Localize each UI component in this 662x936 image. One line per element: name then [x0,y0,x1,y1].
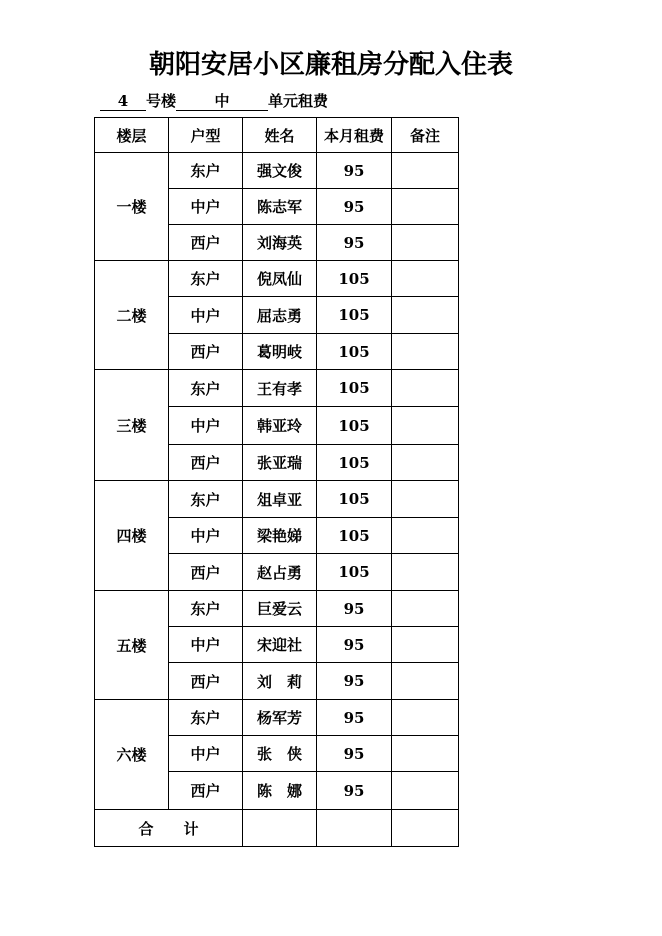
tenant-name-cell: 张 侠 [243,736,317,772]
rent-cell: 105 [317,554,392,591]
floor-cell: 二楼 [95,261,169,370]
table-row [95,700,459,736]
type-cell: 东户 [169,700,243,736]
type-cell: 西户 [169,334,243,370]
tenant-name-cell: 韩亚玲 [243,407,317,445]
rent-cell: 105 [317,518,392,554]
note-cell [392,518,459,554]
note-cell [392,772,459,810]
type-cell: 东户 [169,153,243,189]
note-cell [392,370,459,407]
building-number: 4 [100,93,146,111]
note-cell [392,407,459,445]
rent-cell: 95 [317,189,392,225]
tenant-name-cell: 俎卓亚 [243,481,317,518]
table-row [95,591,459,627]
tenant-name-cell: 张亚瑞 [243,445,317,481]
type-cell: 东户 [169,261,243,297]
type-cell: 中户 [169,189,243,225]
type-cell: 中户 [169,518,243,554]
building-unit-line [100,90,328,111]
note-cell [392,627,459,663]
rent-cell: 95 [317,591,392,627]
header-rent: 本月租费 [317,118,392,153]
table-row [95,153,459,189]
allocation-table [94,117,459,847]
note-cell [392,554,459,591]
type-cell: 西户 [169,554,243,591]
tenant-name-cell: 杨军芳 [243,700,317,736]
table-row [95,261,459,297]
rent-cell: 105 [317,370,392,407]
total-label: 合 计 [95,810,243,847]
rent-cell: 105 [317,445,392,481]
tenant-name-cell: 倪凤仙 [243,261,317,297]
rent-cell: 105 [317,481,392,518]
rent-cell: 105 [317,334,392,370]
floor-cell: 一楼 [95,153,169,261]
type-cell: 中户 [169,627,243,663]
total-name-cell [243,810,317,847]
rent-cell: 95 [317,736,392,772]
type-cell: 中户 [169,297,243,334]
tenant-name-cell: 强文俊 [243,153,317,189]
type-cell: 东户 [169,370,243,407]
header-type: 户型 [169,118,243,153]
tenant-name-cell: 陈 娜 [243,772,317,810]
tenant-name-cell: 刘 莉 [243,663,317,700]
floor-cell: 六楼 [95,700,169,810]
rent-cell: 95 [317,663,392,700]
rent-cell: 95 [317,700,392,736]
note-cell [392,663,459,700]
tenant-name-cell: 陈志军 [243,189,317,225]
note-cell [392,445,459,481]
header-name: 姓名 [243,118,317,153]
type-cell: 东户 [169,591,243,627]
type-cell: 中户 [169,736,243,772]
rent-cell: 95 [317,153,392,189]
rent-cell: 95 [317,772,392,810]
rent-cell: 95 [317,627,392,663]
table-row [95,370,459,407]
total-note-cell [392,810,459,847]
rent-cell: 105 [317,261,392,297]
note-cell [392,297,459,334]
type-cell: 西户 [169,772,243,810]
total-rent-cell [317,810,392,847]
tenant-name-cell: 刘海英 [243,225,317,261]
floor-cell: 四楼 [95,481,169,591]
header-note: 备注 [392,118,459,153]
type-cell: 东户 [169,481,243,518]
floor-cell: 三楼 [95,370,169,481]
note-cell [392,189,459,225]
type-cell: 中户 [169,407,243,445]
unit-suffix: 单元租费 [268,92,329,110]
note-cell [392,591,459,627]
floor-cell: 五楼 [95,591,169,700]
note-cell [392,261,459,297]
type-cell: 西户 [169,663,243,700]
building-suffix: 号楼 [146,92,177,110]
page-title: 朝阳安居小区廉租房分配入住表 [148,50,513,80]
tenant-name-cell: 巨爱云 [243,591,317,627]
tenant-name-cell: 赵占勇 [243,554,317,591]
tenant-name-cell: 梁艳娣 [243,518,317,554]
rent-cell: 105 [317,297,392,334]
tenant-name-cell: 王有孝 [243,370,317,407]
header-row [95,118,459,153]
note-cell [392,334,459,370]
tenant-name-cell: 屈志勇 [243,297,317,334]
type-cell: 西户 [169,445,243,481]
header-floor: 楼层 [95,118,169,153]
type-cell: 西户 [169,225,243,261]
rent-cell: 105 [317,407,392,445]
tenant-name-cell: 宋迎社 [243,627,317,663]
rent-cell: 95 [317,225,392,261]
table-row [95,481,459,518]
note-cell [392,481,459,518]
note-cell [392,225,459,261]
note-cell [392,700,459,736]
unit-name: 中 [176,93,268,111]
total-row [95,810,459,847]
note-cell [392,153,459,189]
note-cell [392,736,459,772]
tenant-name-cell: 葛明岐 [243,334,317,370]
